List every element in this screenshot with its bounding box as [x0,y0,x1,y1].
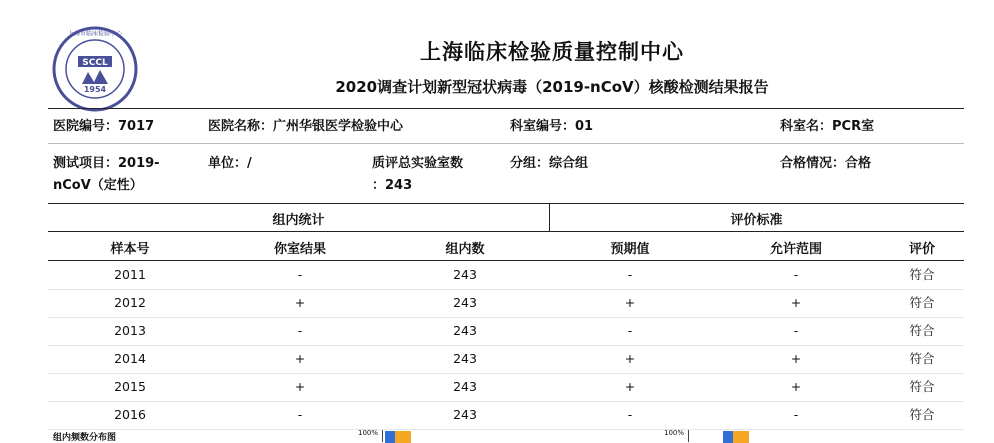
cell-your-result: - [297,407,303,422]
cell-range: + [790,295,802,310]
cell-group-count: 243 [453,407,477,422]
divider [48,231,964,232]
cell-sample-no: 2016 [114,407,146,422]
pass-status: 合格情况：合格 [780,156,872,171]
svg-text:SCCL: SCCL [82,58,108,68]
cell-your-result: + [294,295,306,310]
chart1-axis [382,430,383,442]
cell-group-count: 243 [453,351,477,366]
chart2-percent-label: 100% [664,429,685,437]
column-header-evaluation: 评价 [908,242,935,257]
divider [48,143,964,144]
group-header-stats: 组内统计 [272,213,325,228]
chart2-bar-blue [723,431,733,443]
table-row [48,401,964,430]
cell-sample-no: 2015 [114,379,146,394]
table-row [48,289,964,318]
cell-range: - [793,267,799,282]
cell-range: + [790,351,802,366]
test-item-line2: nCoV（定性） [53,178,143,193]
cell-evaluation: 符合 [909,407,935,422]
cell-evaluation: 符合 [909,379,935,394]
total-labs [372,153,463,197]
table-row [48,373,964,402]
report-subtitle: 2020调查计划新型冠状病毒（2019-nCoV）核酸检测结果报告 [335,78,769,96]
test-item [53,153,160,197]
cell-evaluation: 符合 [909,323,935,338]
chart2-axis [688,430,689,442]
total-labs-line1: 质评总实验室数 [372,156,464,171]
report-title: 上海临床检验质量控制中心 [420,40,684,64]
hospital-number: 医院编号：7017 [53,119,155,134]
department-number: 科室编号：01 [510,119,594,134]
cell-sample-no: 2011 [114,267,146,282]
cell-group-count: 243 [453,323,477,338]
group: 分组：综合组 [510,156,589,171]
chart1-bar-blue [385,431,395,443]
test-item-line1: 测试项目：2019- [53,156,160,171]
column-header-your-result: 你室结果 [273,242,326,257]
column-header-range: 允许范围 [769,242,822,257]
cell-group-count: 243 [453,379,477,394]
total-labs-line2: ：243 [372,178,413,193]
cell-evaluation: 符合 [909,267,935,282]
cell-your-result: - [297,267,303,282]
cell-your-result: - [297,323,303,338]
distribution-chart-label: 组内频数分布图 [53,433,117,443]
cell-expected: + [624,295,636,310]
cell-range: + [790,379,802,394]
department-name: 科室名：PCR室 [780,119,875,134]
divider [48,108,964,109]
chart1-bar [385,431,411,443]
cell-expected: + [624,351,636,366]
svg-text:1954: 1954 [83,85,107,94]
cell-sample-no: 2012 [114,295,146,310]
column-header-expected: 预期值 [610,242,650,257]
cell-evaluation: 符合 [909,351,935,366]
group-header-criteria: 评价标准 [730,213,783,228]
cell-evaluation: 符合 [909,295,935,310]
cell-sample-no: 2014 [114,351,146,366]
table-row [48,345,964,374]
cell-your-result: + [294,379,306,394]
column-header-group-count: 组内数 [445,242,485,257]
svg-text:上海市临床检验中心: 上海市临床检验中心 [67,30,123,38]
cell-expected: - [627,323,633,338]
cell-expected: - [627,407,633,422]
cell-sample-no: 2013 [114,323,146,338]
chart2-bar [723,431,749,443]
unit: 单位：/ [208,156,252,171]
divider [48,203,964,204]
cell-range: - [793,407,799,422]
hospital-name: 医院名称：广州华银医学检验中心 [208,119,404,134]
cell-expected: + [624,379,636,394]
cell-group-count: 243 [453,267,477,282]
table-row [48,261,964,290]
cell-your-result: + [294,351,306,366]
cell-range: - [793,323,799,338]
cell-expected: - [627,267,633,282]
chart1-percent-label: 100% [358,429,379,437]
table-row [48,317,964,346]
column-header-sample-no: 样本号 [110,242,150,257]
cell-group-count: 243 [453,295,477,310]
